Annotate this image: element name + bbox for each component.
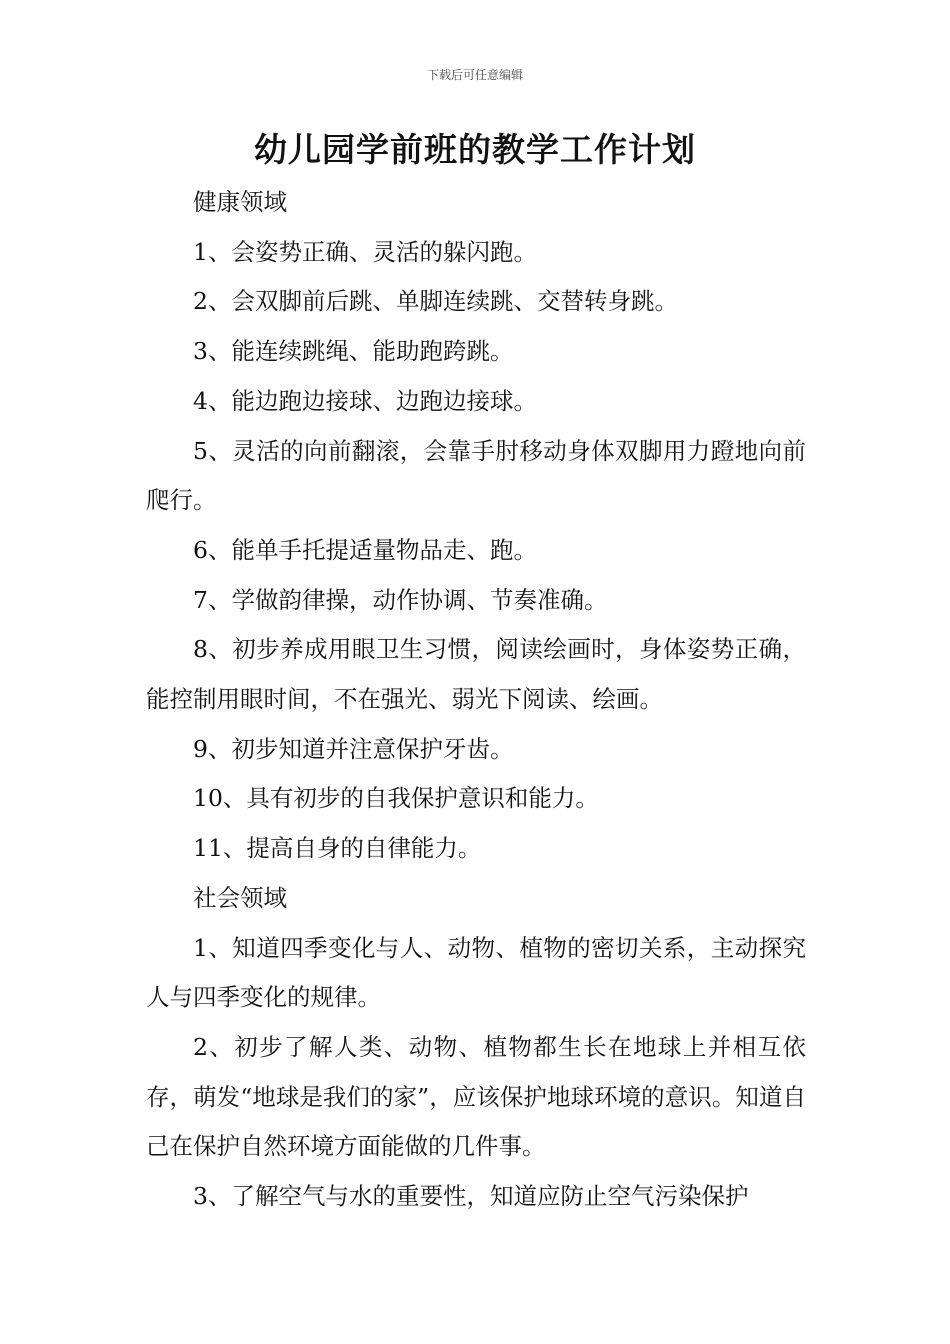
paragraph: 2、会双脚前后跳、单脚连续跳、交替转身跳。 xyxy=(193,287,678,316)
paragraph: 3、能连续跳绳、能助跑跨跳。 xyxy=(193,337,514,366)
paragraph: 1、会姿势正确、灵活的躲闪跑。 xyxy=(193,237,537,266)
section-heading-social: 社会领域 xyxy=(193,883,287,912)
paragraph: 8、初步养成用眼卫生习惯，阅读绘画时，身体姿势正确，能控制用眼时间，不在强光、弱光下阅读、绘画。 xyxy=(146,635,806,714)
section-heading-health: 健康领域 xyxy=(193,188,287,216)
header-note: 下载后可任意编辑 xyxy=(426,68,523,82)
paragraph: 11、提高自身的自律能力。 xyxy=(193,834,482,863)
paragraph: 1、知道四季变化与人、动物、植物的密切关系，主动探究人与四季变化的规律。 xyxy=(146,933,806,1012)
paragraph: 6、能单手托提适量物品走、跑。 xyxy=(193,535,537,564)
document-title: 幼儿园学前班的教学工作计划 xyxy=(254,130,696,169)
paragraph: 2、初步了解人类、动物、植物都生长在地球上并相互依存，萌发“地球是我们的家”，应该保护地球环境的意识。知道自己在保护自然环境方面能做的几件事。 xyxy=(146,1032,806,1161)
paragraph: 3、了解空气与水的重要性，知道应防止空气污染保护 xyxy=(193,1182,749,1211)
paragraph: 5、灵活的向前翻滚，会靠手肘移动身体双脚用力蹬地向前爬行。 xyxy=(146,436,806,515)
document-body xyxy=(146,178,806,1222)
paragraph: 9、初步知道并注意保护牙齿。 xyxy=(193,734,514,763)
paragraph: 4、能边跑边接球、边跑边接球。 xyxy=(193,386,537,415)
paragraph: 10、具有初步的自我保护意识和能力。 xyxy=(193,784,599,813)
paragraph: 7、学做韵律操，动作协调、节奏准确。 xyxy=(193,585,608,614)
